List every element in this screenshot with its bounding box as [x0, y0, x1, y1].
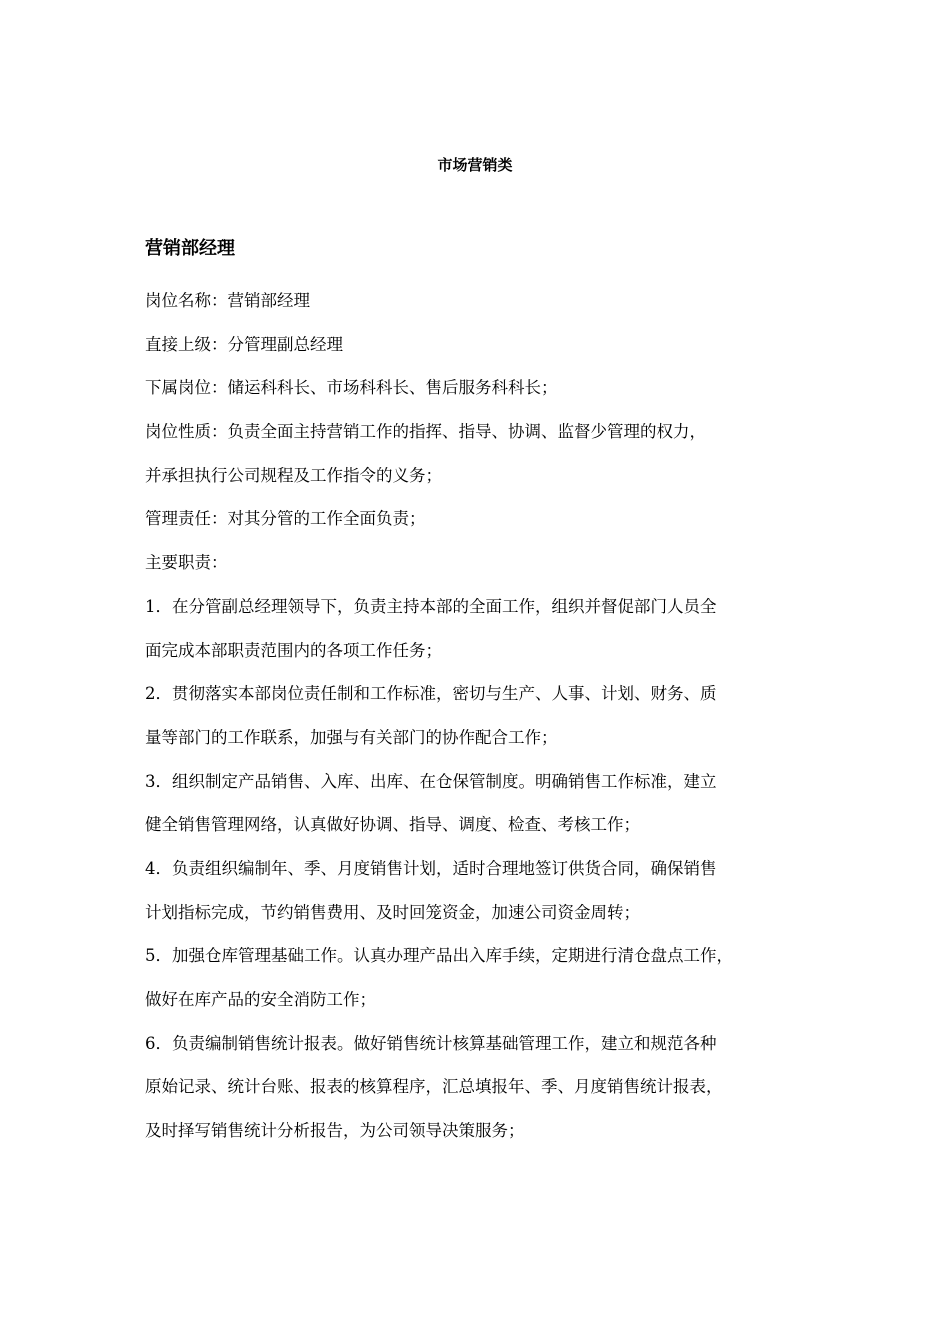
text-line: 面完成本部职责范围内的各项工作任务； — [145, 640, 442, 660]
text-line: 健全销售管理网络，认真做好协调、指导、调度、检查、考核工作； — [145, 815, 640, 835]
section-heading: 营销部经理 — [145, 238, 235, 259]
text-line: 及时择写销售统计分析报告，为公司领导决策服务； — [145, 1121, 525, 1141]
text-line: 岗位性质：负责全面主持营销工作的指挥、指导、协调、监督少管理的权力， — [145, 422, 706, 442]
document-body — [145, 279, 817, 1153]
text-line: 计划指标完成，节约销售费用、及时回笼资金，加速公司资金周转； — [145, 902, 640, 922]
text-line: 2．贯彻落实本部岗位责任制和工作标准，密切与生产、人事、计划、财务、质 — [145, 684, 717, 704]
text-line: 下属岗位：储运科科长、市场科科长、售后服务科科长； — [145, 378, 558, 398]
text-line: 量等部门的工作联系，加强与有关部门的协作配合工作； — [145, 727, 558, 747]
text-line: 1．在分管副总经理领导下，负责主持本部的全面工作，组织并督促部门人员全 — [145, 596, 717, 616]
text-line: 直接上级：分管理副总经理 — [145, 334, 343, 354]
text-line: 6．负责编制销售统计报表。做好销售统计核算基础管理工作，建立和规范各种 — [145, 1033, 717, 1053]
document-title: 市场营销类 — [437, 156, 513, 174]
text-line: 5．加强仓库管理基础工作。认真办理产品出入库手续，定期进行清仓盘点工作， — [145, 946, 733, 966]
text-line: 主要职责： — [145, 553, 228, 573]
text-line: 3．组织制定产品销售、入库、出库、在仓保管制度。明确销售工作标准，建立 — [145, 771, 717, 791]
text-line: 并承担执行公司规程及工作指令的义务； — [145, 465, 442, 485]
text-line: 岗位名称：营销部经理 — [145, 291, 310, 310]
text-line: 4．负责组织编制年、季、月度销售计划，适时合理地签订供货合同，确保销售 — [145, 858, 717, 878]
text-line: 原始记录、统计台账、报表的核算程序，汇总填报年、季、月度销售统计报表， — [145, 1077, 723, 1097]
text-line: 管理责任：对其分管的工作全面负责； — [145, 509, 426, 529]
text-line: 做好在库产品的安全消防工作； — [145, 990, 376, 1009]
